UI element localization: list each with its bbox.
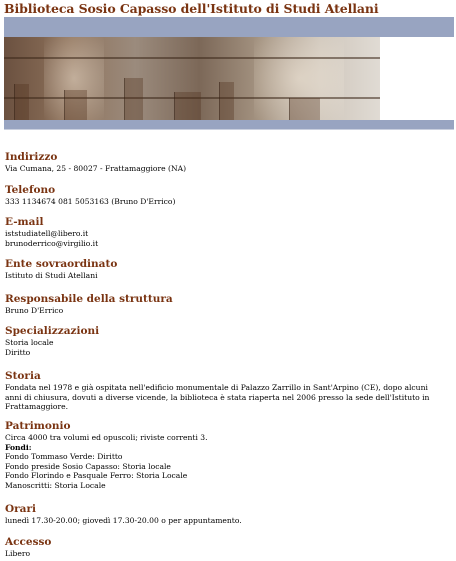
fondi-label: Fondi:: [5, 442, 32, 452]
email-link[interactable]: iststudiatell@libero.it: [5, 229, 89, 238]
section-heading: Storia: [5, 370, 41, 382]
banner-bottom-bar: [4, 120, 454, 129]
fondo-item: Manoscritti: Storia Locale: [5, 480, 106, 490]
section-heading: Orari: [5, 503, 37, 515]
header-bar: [4, 17, 454, 37]
section-heading: Specializzazioni: [5, 325, 100, 337]
phone-text: 333 1134674 081 5053163 (Bruno D'Errico): [5, 197, 176, 206]
section-heading: E-mail: [5, 216, 44, 228]
responsabile-text: Bruno D'Errico: [5, 306, 64, 315]
section-indirizzo: [5, 151, 445, 174]
patrimonio-summary: Circa 4000 tra volumi ed opuscoli; riviste correnti 3.: [5, 433, 208, 442]
section-heading: Accesso: [5, 536, 52, 548]
section-specializzazioni: [5, 325, 445, 357]
fondo-item: Fondo preside Sosio Capasso: Storia locale: [5, 461, 171, 471]
page-title: Biblioteca Sosio Capasso dell'Istituto di Studi Atellani: [4, 1, 379, 16]
section-storia: [5, 370, 445, 412]
specializzazione-item: Diritto: [5, 347, 31, 357]
fondo-item: Fondo Tommaso Verde: Diritto: [5, 452, 123, 462]
banner-book: [14, 84, 29, 120]
section-heading: Patrimonio: [5, 420, 71, 432]
section-patrimonio: [5, 420, 445, 491]
section-email: [5, 216, 445, 248]
section-orari: [5, 503, 445, 526]
section-accesso: [5, 536, 445, 559]
banner-book: [124, 78, 143, 120]
section-heading: Indirizzo: [5, 151, 58, 163]
section-heading: Telefono: [5, 184, 56, 196]
section-ente: [5, 258, 445, 281]
storia-text: Fondata nel 1978 e già ospitata nell'edificio monumentale di Palazzo Zarrillo in Sant'Arpino (CE), dopo alcuni anni di chiusura, dovuti a diverse vicende, la biblioteca è stata riaperta nel 2006 presso la sede dell'Istituto in Frattamaggiore.: [5, 383, 430, 412]
banner-blank-area: [380, 37, 454, 120]
section-heading: Responsabile della struttura: [5, 293, 173, 305]
banner-bottom-divider: [4, 129, 454, 130]
section-heading: Ente sovraordinato: [5, 258, 118, 270]
section-telefono: [5, 184, 445, 207]
banner-book: [289, 98, 320, 120]
fondo-item: Fondo Florindo e Pasquale Ferro: Storia Locale: [5, 471, 188, 481]
banner-shelf: [4, 57, 380, 59]
ente-text: Istituto di Studi Atellani: [5, 271, 98, 280]
library-books-banner: [4, 37, 380, 120]
banner-book: [219, 82, 234, 120]
specializzazione-item: Storia locale: [5, 338, 54, 347]
banner-book: [64, 90, 87, 120]
section-responsabile: [5, 293, 445, 316]
address-text: Via Cumana, 25 - 80027 - Frattamaggiore (NA): [5, 164, 187, 173]
accesso-text: Libero: [5, 549, 31, 558]
banner-book: [174, 92, 201, 120]
email-link[interactable]: brunoderrico@virgilio.it: [5, 238, 99, 248]
orari-text: lunedì 17.30-20.00; giovedì 17.30-20.00 o per appuntamento.: [5, 516, 242, 525]
